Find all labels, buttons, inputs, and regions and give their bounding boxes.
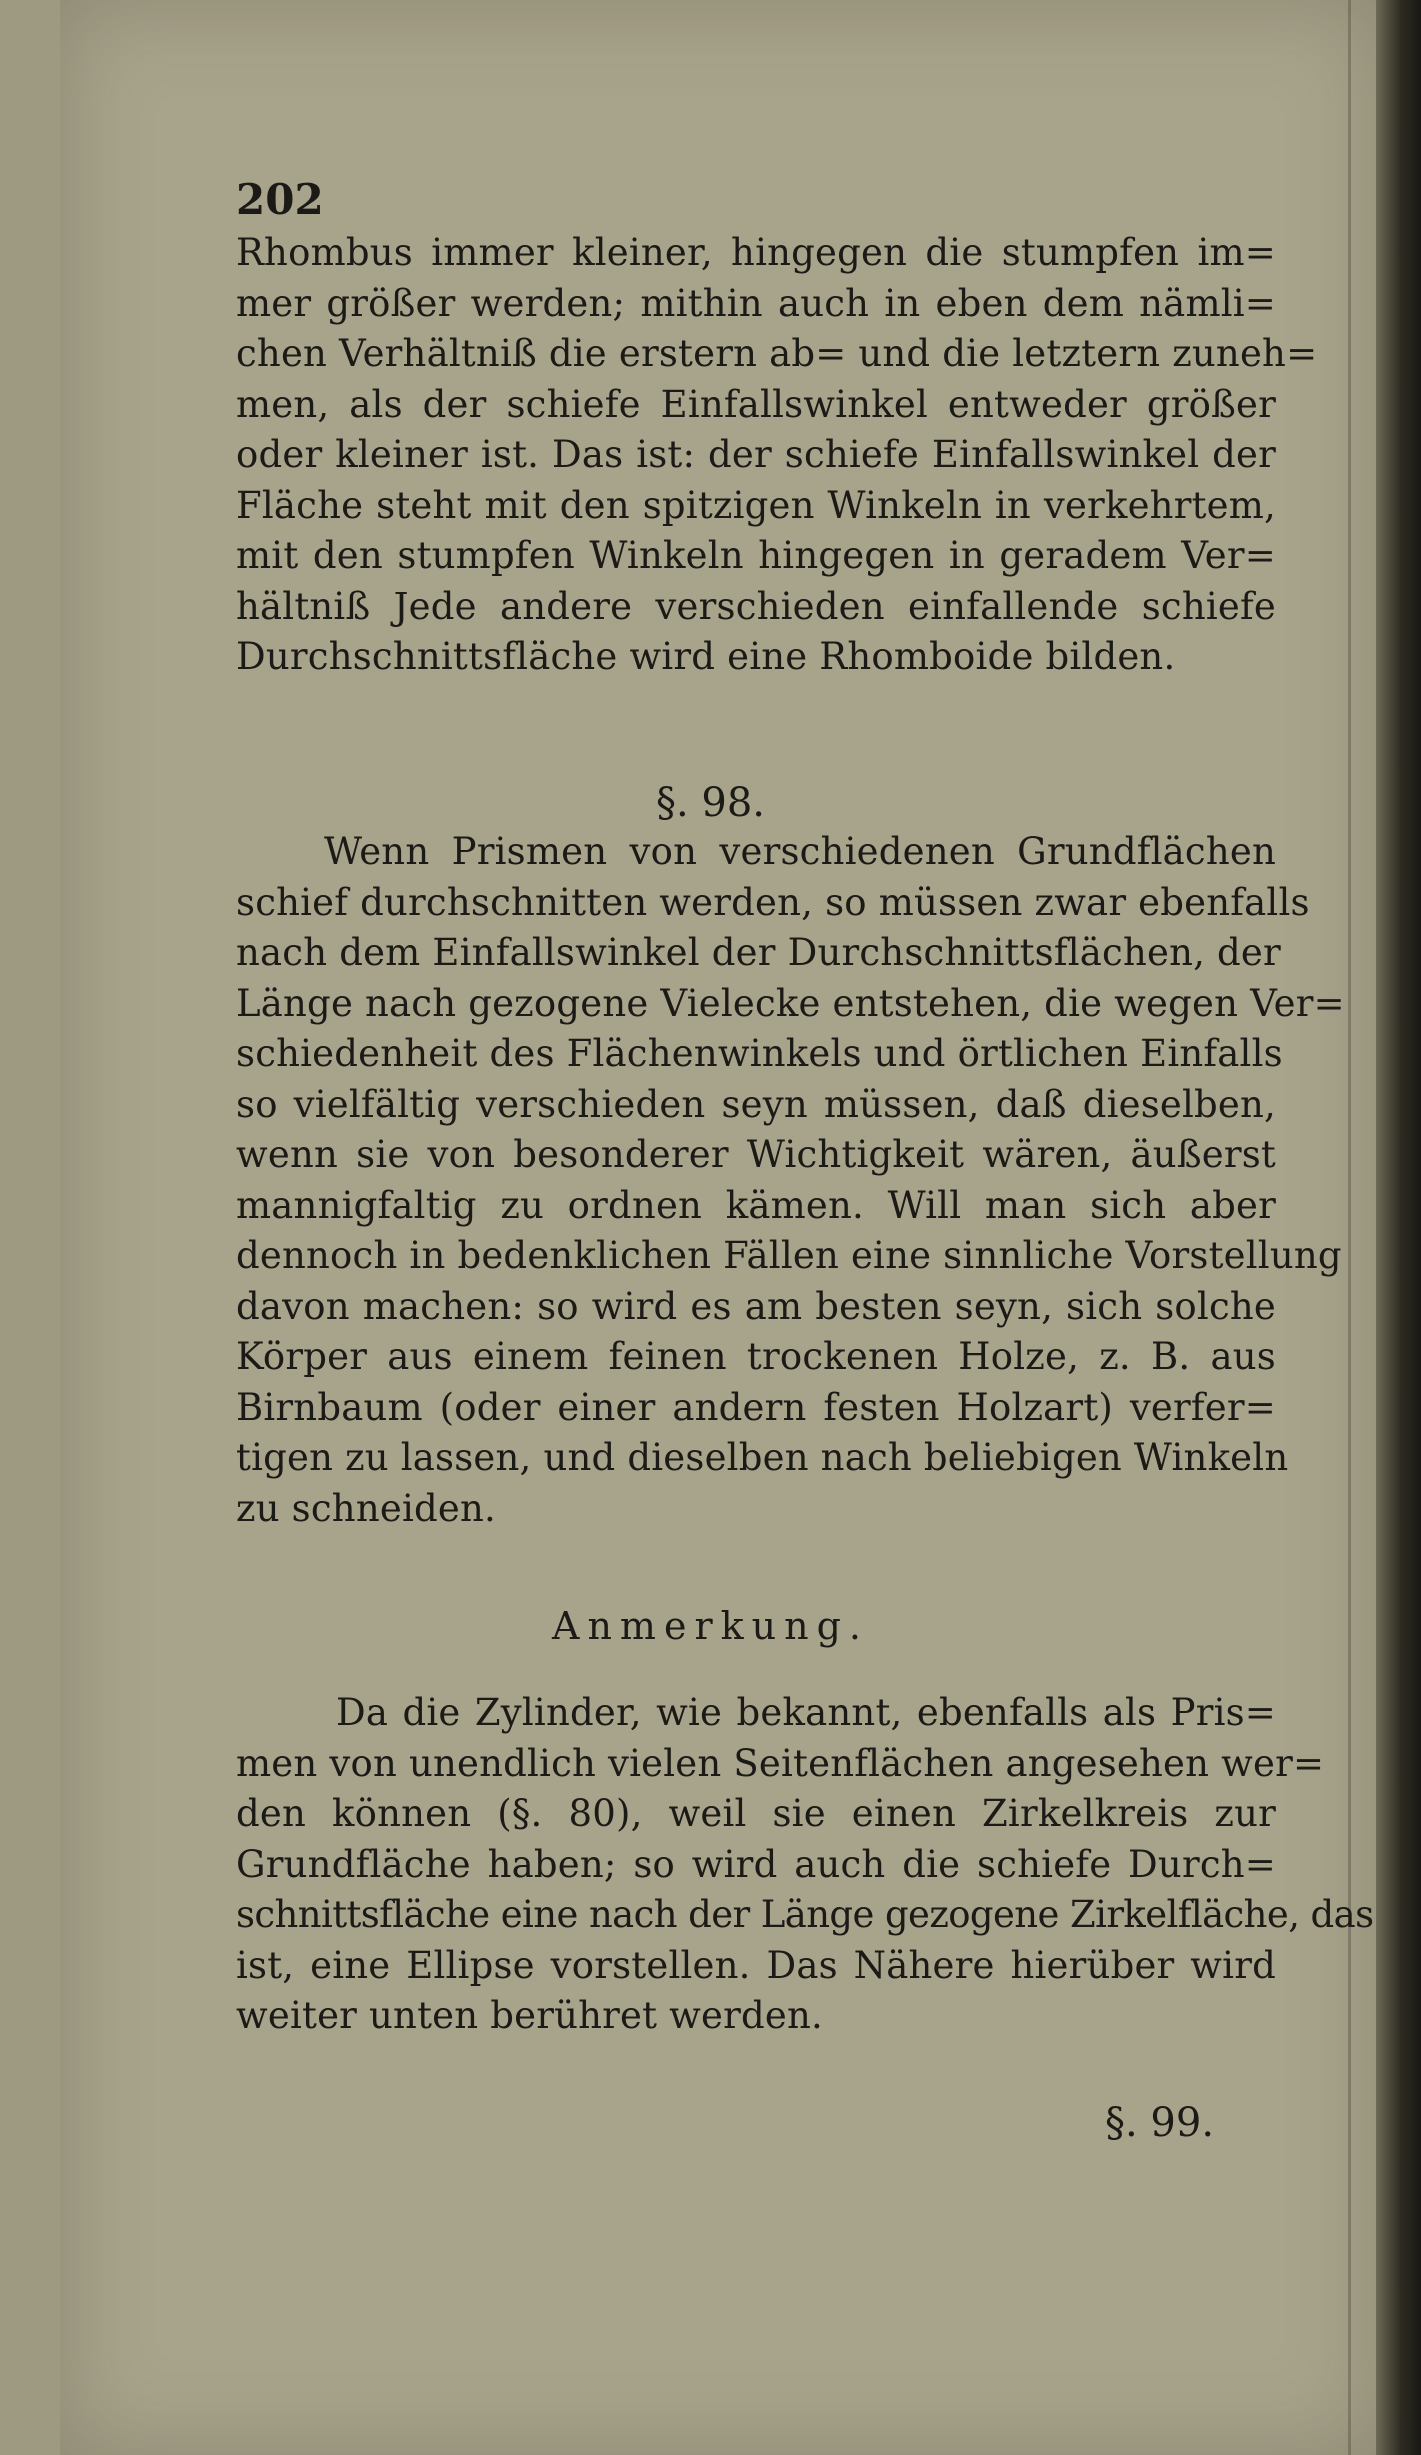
next-section-catchword: §. 99.	[1105, 2100, 1215, 2146]
text-line: Wenn Prismen von verschiedenen Grundflächen	[324, 830, 1276, 873]
text-line: Fläche steht mit den spitzigen Winkeln in verkehrtem,	[236, 483, 1276, 527]
text-line: so vielfältig verschieden seyn müssen, daß dieselben,	[236, 1082, 1276, 1126]
text-line: chen Verhältniß die erstern ab= und die letztern zuneh=	[236, 332, 1318, 375]
text-line: ist, eine Ellipse vorstellen. Das Nähere hierüber wird	[236, 1943, 1276, 1987]
text-line: Durchschnittsfläche wird eine Rhomboide bilden.	[236, 635, 1176, 678]
text-line: Grundfläche haben; so wird auch die schiefe Durch=	[236, 1842, 1276, 1886]
text-line: mer größer werden; mithin auch in eben dem nämli=	[236, 281, 1276, 325]
book-spine-edge	[1376, 0, 1421, 2455]
paragraph-continuation	[236, 228, 1318, 683]
text-line: schnittsfläche eine nach der Länge gezogene Zirkelfläche, das	[236, 1893, 1374, 1936]
text-line: mannigfaltig zu ordnen kämen. Will man sich aber	[236, 1183, 1276, 1227]
text-line: oder kleiner ist. Das ist: der schiefe Einfallswinkel der	[236, 433, 1276, 476]
section-98-heading: §. 98.	[655, 780, 766, 826]
text-line: hältniß Jede andere verschieden einfallende schiefe	[236, 584, 1276, 628]
text-line: Rhombus immer kleiner, hingegen die stumpfen im=	[236, 231, 1276, 274]
text-line: schiedenheit des Flächenwinkels und örtlichen Einfalls	[236, 1032, 1283, 1075]
text-line: weiter unten berühret werden.	[236, 1994, 823, 2037]
text-line: schief durchschnitten werden, so müssen zwar ebenfalls	[236, 880, 1310, 924]
text-line: Körper aus einem feinen trockenen Holze, z. B. aus	[236, 1335, 1276, 1378]
text-line: wenn sie von besonderer Wichtigkeit wären, äußerst	[236, 1133, 1276, 1176]
text-line: mit den stumpfen Winkeln hingegen in geradem Ver=	[236, 534, 1276, 577]
section-98-body	[236, 827, 1345, 1534]
text-line: men, als der schiefe Einfallswinkel entweder größer	[236, 382, 1276, 426]
page-fold-line	[1348, 0, 1351, 2455]
text-line: den können (§. 80), weil sie einen Zirkelkreis zur	[236, 1792, 1276, 1835]
text-line: tigen zu lassen, und dieselben nach beliebigen Winkeln	[236, 1436, 1289, 1479]
text-line: Länge nach gezogene Vielecke entstehen, die wegen Ver=	[236, 981, 1345, 1025]
text-line: men von unendlich vielen Seitenflächen angesehen wer=	[236, 1741, 1325, 1785]
text-line: Birnbaum (oder einer andern festen Holzart) verfer=	[236, 1385, 1276, 1429]
text-line: dennoch in bedenklichen Fällen eine sinnliche Vorstellung	[236, 1234, 1342, 1277]
anmerkung-body	[236, 1688, 1374, 2042]
text-line: davon machen: so wird es am besten seyn, sich solche	[236, 1284, 1276, 1328]
text-line: Da die Zylinder, wie bekannt, ebenfalls als Pris=	[336, 1691, 1276, 1734]
page-number: 202	[236, 175, 324, 224]
text-line: nach dem Einfallswinkel der Durchschnittsflächen, der	[236, 931, 1281, 974]
anmerkung-heading: Anmerkung.	[552, 1604, 869, 1648]
text-line: zu schneiden.	[236, 1486, 496, 1530]
